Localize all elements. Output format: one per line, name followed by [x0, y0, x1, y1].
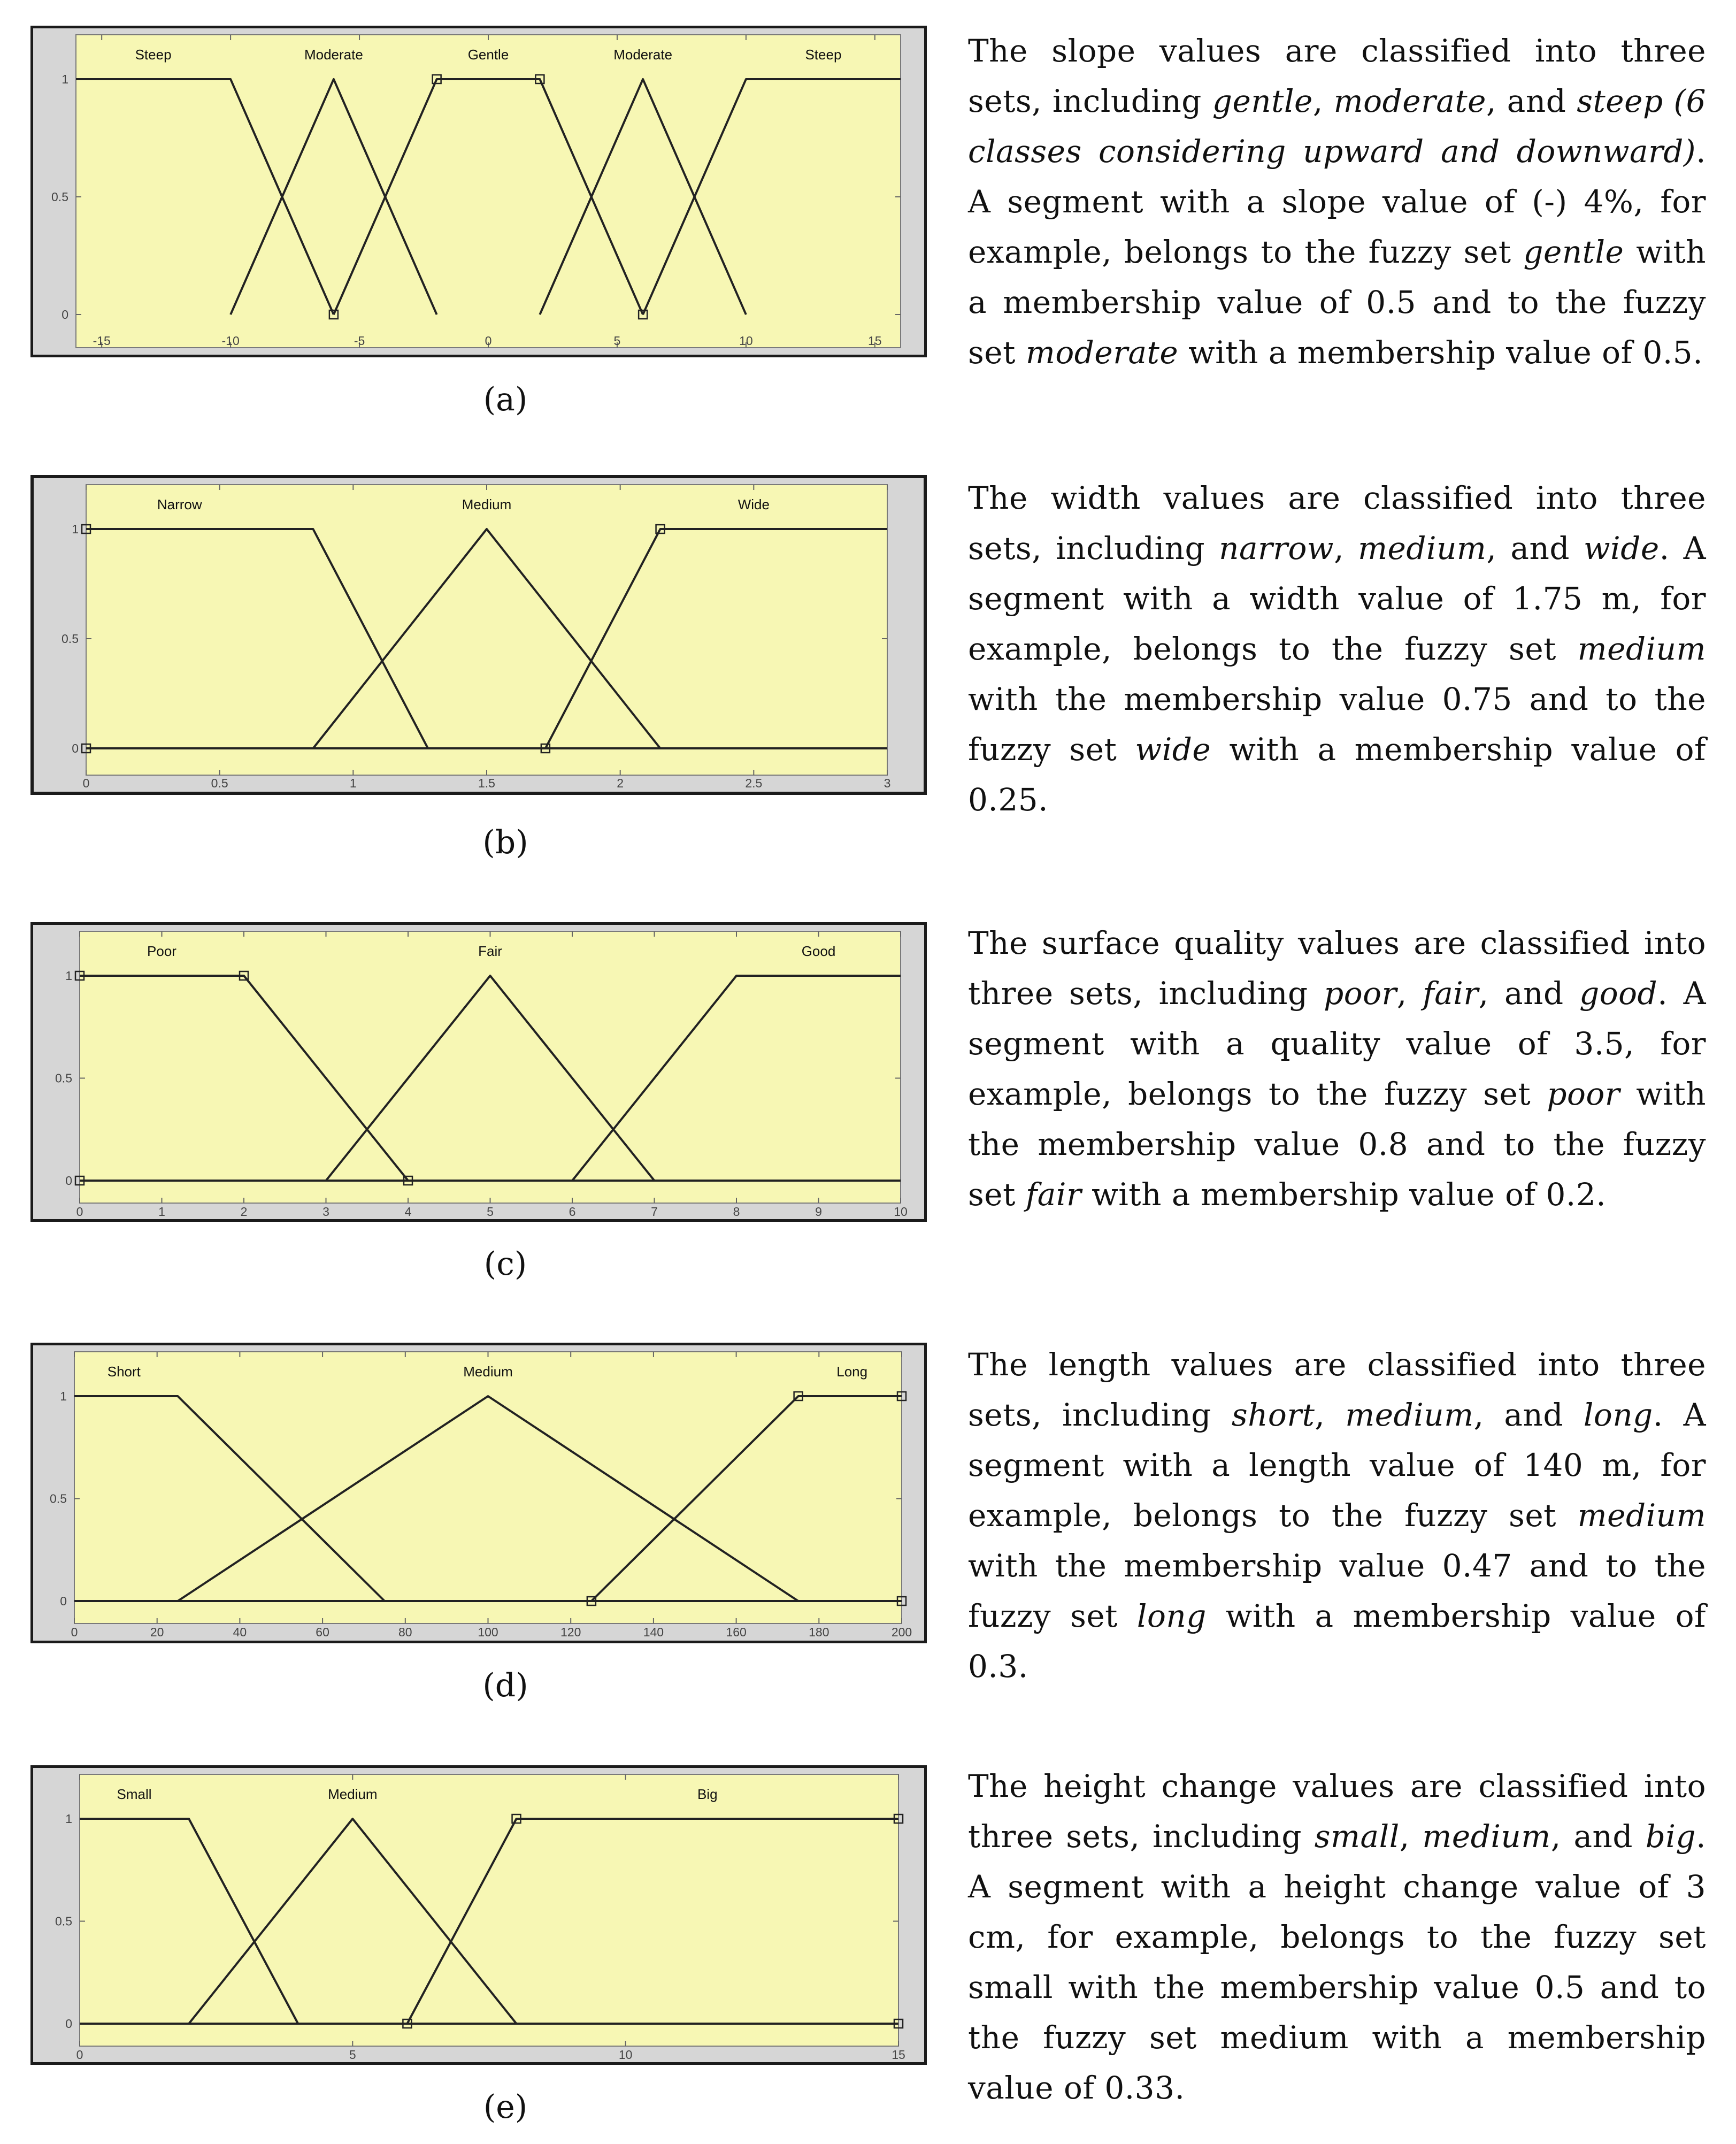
description-run: gentle: [1212, 83, 1313, 119]
description-run: big: [1645, 1818, 1696, 1855]
x-tick-label: 2: [617, 776, 624, 790]
series-label-steep: Steep: [805, 47, 842, 63]
x-tick-label: 8: [733, 1205, 740, 1219]
description-e: [968, 1761, 1706, 2113]
description-run: long: [1136, 1598, 1207, 1634]
description-run: The surface quality values are classified into three sets, including: [968, 925, 1706, 1012]
description-run: fair: [1025, 1176, 1082, 1213]
description-run: . A segment with a width value of 1.75 m, for example, belongs to the fuzzy set: [968, 530, 1707, 667]
series-label-moderate: Moderate: [304, 47, 363, 63]
plot-area: [74, 1352, 902, 1624]
series-label-medium: Medium: [462, 496, 512, 512]
x-tick-label: 10: [894, 1205, 908, 1219]
description-run: . A segment with a height change value of 3 cm, for example, belongs to the fuzzy set small with the membership value 0.5 and to the fuzzy set medium with a membership value of 0.33.: [968, 1818, 1706, 2106]
description-run: wide: [1584, 530, 1660, 566]
y-tick-label: 0.5: [55, 1071, 72, 1085]
description-run: with a membership value of 0.3.: [968, 1598, 1706, 1684]
caption-b: (b): [482, 824, 528, 861]
x-tick-label: -5: [354, 334, 365, 348]
description-run: with the membership value 0.75 and to the fuzzy set: [968, 681, 1706, 768]
description-run: with a membership value of 0.5 and to the fuzzy set: [968, 234, 1707, 371]
x-tick-label: 0: [71, 1625, 78, 1639]
series-label-moderate: Moderate: [613, 47, 673, 63]
figure-c-frame: [30, 922, 927, 1222]
x-tick-label: 9: [815, 1205, 822, 1219]
plot-area: [76, 35, 901, 348]
x-tick-label: 200: [891, 1625, 912, 1639]
figure-d-frame: [30, 1343, 927, 1643]
x-tick-label: 1: [349, 776, 357, 790]
y-tick-label: 0.5: [51, 190, 68, 204]
x-tick-label: 120: [560, 1625, 581, 1639]
description-run: good: [1579, 975, 1658, 1012]
x-tick-label: 1: [158, 1205, 165, 1219]
description-run: ,: [1315, 1397, 1346, 1433]
series-label-poor: Poor: [147, 943, 176, 959]
y-tick-label: 1: [65, 1812, 72, 1826]
description-run: moderate: [1025, 334, 1179, 371]
description-run: moderate: [1333, 83, 1486, 119]
x-tick-label: 0: [82, 776, 90, 790]
x-tick-label: 0: [485, 334, 492, 348]
x-tick-label: 1.5: [478, 776, 495, 790]
description-run: gentle: [1523, 234, 1624, 270]
series-label-small: Small: [117, 1786, 152, 1802]
x-tick-label: -10: [221, 334, 240, 348]
chart-b: [34, 478, 924, 792]
x-tick-label: 40: [233, 1625, 247, 1639]
description-run: poor: [1547, 1076, 1620, 1112]
chart-e: [33, 1768, 924, 2062]
description-run: , and: [1473, 1397, 1584, 1433]
series-label-narrow: Narrow: [157, 496, 202, 512]
description-run: fair: [1423, 975, 1479, 1012]
description-run: . A segment with a length value of 140 m, for example, belongs to the fuzzy set: [968, 1397, 1706, 1534]
x-tick-label: 10: [618, 2048, 633, 2062]
x-tick-label: 4: [404, 1205, 412, 1219]
y-tick-label: 0: [65, 2017, 72, 2031]
description-run: medium: [1577, 631, 1706, 667]
description-run: . A segment with a quality value of 3.5, for example, belongs to the fuzzy set: [968, 975, 1707, 1112]
caption-a: (a): [483, 381, 528, 418]
x-tick-label: 180: [809, 1625, 829, 1639]
figure-a-frame: [30, 26, 927, 357]
series-label-long: Long: [836, 1364, 868, 1380]
y-tick-label: 0: [72, 741, 79, 755]
y-tick-label: 0: [60, 1594, 67, 1608]
x-tick-label: 5: [487, 1205, 494, 1219]
description-run: ,: [1334, 530, 1358, 566]
y-tick-label: 1: [72, 522, 79, 536]
description-run: wide: [1135, 731, 1211, 768]
y-tick-label: 0.5: [62, 632, 79, 646]
x-tick-label: 10: [739, 334, 753, 348]
x-tick-label: 0.5: [211, 776, 228, 790]
x-tick-label: 100: [478, 1625, 498, 1639]
y-tick-label: 1: [65, 969, 72, 983]
description-run: . A segment with a slope value of (-) 4%, for example, belongs to the fuzzy set: [968, 133, 1706, 270]
x-tick-label: 160: [726, 1625, 747, 1639]
description-run: medium: [1358, 530, 1487, 566]
y-tick-label: 0.5: [50, 1491, 67, 1506]
figure-e-frame: [30, 1765, 927, 2065]
series-label-gentle: Gentle: [467, 47, 509, 63]
caption-c: (c): [483, 1245, 527, 1283]
x-tick-label: 20: [150, 1625, 164, 1639]
y-tick-label: 0: [62, 308, 68, 321]
description-run: small: [1314, 1818, 1400, 1855]
description-run: The length values are classified into three sets, including: [968, 1346, 1706, 1433]
description-run: with a membership value of 0.2.: [1081, 1176, 1607, 1213]
description-run: , and: [1486, 83, 1577, 119]
y-tick-label: 0.5: [55, 1914, 72, 1928]
description-run: with a membership value of 0.25.: [968, 731, 1706, 818]
x-tick-label: 5: [349, 2048, 356, 2062]
chart-c: [33, 925, 924, 1219]
description-run: medium: [1577, 1497, 1706, 1534]
description-run: ,: [1312, 83, 1334, 119]
series-label-steep: Steep: [135, 47, 172, 63]
x-tick-label: 2.5: [745, 776, 763, 790]
description-run: The height change values are classified into three sets, including: [968, 1768, 1706, 1855]
series-label-short: Short: [107, 1364, 141, 1380]
y-tick-label: 0: [65, 1174, 72, 1188]
series-label-medium: Medium: [463, 1364, 513, 1380]
x-tick-label: 15: [892, 2048, 905, 2062]
description-run: , and: [1478, 975, 1580, 1012]
caption-d: (d): [482, 1667, 528, 1704]
x-tick-label: 15: [868, 334, 882, 348]
x-tick-label: 140: [643, 1625, 664, 1639]
description-run: short: [1231, 1397, 1315, 1433]
chart-a: [33, 28, 924, 355]
description-run: The width values are classified into three sets, including: [968, 480, 1706, 566]
description-d: [968, 1339, 1706, 1691]
x-tick-label: 6: [569, 1205, 576, 1219]
description-run: ,: [1399, 1818, 1423, 1855]
series-label-fair: Fair: [478, 943, 502, 959]
y-tick-label: 1: [62, 72, 68, 86]
description-a: [968, 26, 1706, 378]
series-label-good: Good: [801, 943, 836, 959]
x-tick-label: 3: [884, 776, 891, 790]
description-run: medium: [1345, 1397, 1474, 1433]
description-c: [968, 918, 1706, 1220]
y-tick-label: 1: [60, 1389, 67, 1403]
chart-d: [33, 1345, 924, 1641]
x-tick-label: 5: [613, 334, 621, 348]
series-label-wide: Wide: [738, 496, 770, 512]
x-tick-label: 7: [651, 1205, 658, 1219]
x-tick-label: 0: [76, 1205, 83, 1219]
description-run: narrow: [1219, 530, 1334, 566]
description-run: poor: [1324, 975, 1397, 1012]
x-tick-label: 60: [316, 1625, 329, 1639]
x-tick-label: 3: [322, 1205, 329, 1219]
caption-e: (e): [483, 2088, 528, 2126]
description-run: long: [1583, 1397, 1653, 1433]
series-label-medium: Medium: [328, 1786, 378, 1802]
description-run: with the membership value 0.47 and to the fuzzy set: [968, 1548, 1706, 1634]
description-run: medium: [1422, 1818, 1551, 1855]
description-run: with the membership value 0.8 and to the fuzzy set: [968, 1076, 1707, 1213]
description-run: The slope values are classified into three sets, including: [968, 33, 1706, 119]
x-tick-label: 0: [76, 2048, 83, 2062]
description-run: with a membership value of 0.5.: [1178, 334, 1703, 371]
figure-b-frame: [30, 475, 927, 795]
description-run: ,: [1396, 975, 1423, 1012]
description-b: [968, 473, 1706, 825]
plot-area: [80, 931, 901, 1203]
series-label-big: Big: [697, 1786, 718, 1802]
description-run: steep (6 classes considering upward and downward): [968, 83, 1706, 170]
description-run: , and: [1550, 1818, 1646, 1855]
x-tick-label: -15: [93, 334, 111, 348]
x-tick-label: 80: [398, 1625, 412, 1639]
description-run: , and: [1486, 530, 1584, 566]
x-tick-label: 2: [240, 1205, 248, 1219]
